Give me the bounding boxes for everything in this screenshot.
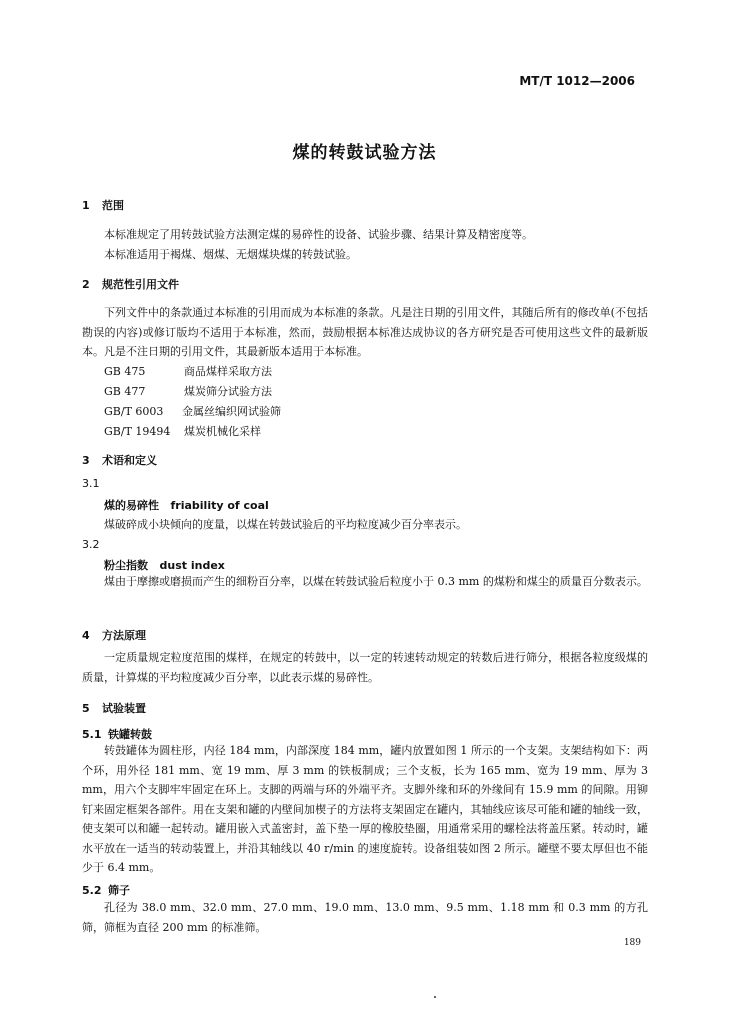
reference-name: 煤炭筛分试验方法 (184, 385, 272, 398)
term-title (104, 497, 269, 513)
subsection-number: 5.1 (82, 728, 102, 741)
term-chinese: 粉尘指数 (104, 559, 148, 572)
subsection-5-1-paragraph: 转鼓罐体为圆柱形，内径 184 mm，内部深度 184 mm，罐内放置如图 1 所示的一个支架。支架结构如下：两个环，用外径 181 mm、宽 19 mm、厚 3 mm 的铁板制成；三个支板，长为 165 mm、宽为 19 mm、厚为 3 mm，用六个支脚牢牢固定在环上。支脚的两端与环的外端平齐。支脚外缘和环的外缘间有 15.9 mm 的间隙。用铆钉来固定框架各部件。用在支架和罐的内壁间加楔子的方法将支架固定在罐内，其轴线应该尽可能和罐的轴线一致，使支架可以和罐一起转动。罐用嵌入式盖密封，盖下垫一厚的橡胶垫圈，用通常采用的螺栓法将盖压紧。转动时，罐水平放在一适当的转动装置上，并沿其轴线以 40 r/min 的速度旋转。设备组装如图 2 所示。罐壁不要太厚但也不能少于 6.4 mm。 (82, 744, 648, 874)
section-3-heading (82, 452, 157, 468)
section-number: 1 (82, 199, 90, 212)
term-definition: 煤由于摩擦或磨损而产生的细粉百分率，以煤在转鼓试验后粒度小于 0.3 mm 的煤粉和煤尘的质量百分数表示。 (104, 575, 648, 588)
section-title: 试验装置 (102, 702, 146, 715)
reference-item (104, 423, 261, 439)
section-2-paragraph: 下列文件中的条款通过本标准的引用而成为本标准的条款。凡是注日期的引用文件，其随后所有的修改单(不包括勘误的内容)或修订版均不适用于本标准，然而，鼓励根据本标准达成协议的各方研究是否可使用这些文件的最新版本。凡是不注日期的引用文件，其最新版本适用于本标准。 (82, 306, 648, 358)
reference-name: 煤炭机械化采样 (184, 425, 261, 438)
scan-speck (434, 996, 436, 998)
page-title: 煤的转鼓试验方法 (292, 143, 437, 163)
term-definition: 煤破碎成小块倾向的度量，以煤在转鼓试验后的平均粒度减少百分率表示。 (104, 518, 467, 531)
page-number: 189 (623, 938, 641, 948)
reference-code: GB 475 (104, 365, 146, 378)
section-title: 术语和定义 (102, 454, 157, 467)
reference-item (104, 383, 272, 399)
section-1-paragraph-2: 本标准适用于褐煤、烟煤、无烟煤块煤的转鼓试验。 (104, 248, 357, 261)
section-4-paragraph: 一定质量规定粒度范围的煤样，在规定的转鼓中，以一定的转速转动规定的转数后进行筛分，根据各粒度级煤的质量，计算煤的平均粒度减少百分率，以此表示煤的易碎性。 (82, 651, 648, 684)
section-title: 规范性引用文件 (102, 278, 179, 291)
reference-code: GB/T 6003 (104, 405, 164, 418)
reference-name: 商品煤样采取方法 (184, 365, 272, 378)
section-number: 2 (82, 278, 90, 291)
reference-code: GB/T 19494 (104, 425, 171, 438)
subsection-5-2-paragraph: 孔径为 38.0 mm、32.0 mm、27.0 mm、19.0 mm、13.0 mm、9.5 mm、1.18 mm 和 0.3 mm 的方孔筛，筛框为直径 200 mm 的标准筛。 (82, 901, 648, 934)
section-number: 4 (82, 629, 90, 642)
subsection-5-1-heading (82, 726, 152, 742)
subsection-number: 5.2 (82, 884, 102, 897)
section-2-heading (82, 276, 179, 292)
section-title: 方法原理 (102, 629, 146, 642)
section-number: 5 (82, 702, 90, 715)
term-title (104, 557, 225, 573)
subsection-title: 筛子 (108, 884, 130, 897)
section-1-heading (82, 197, 124, 213)
standard-number: MT/T 1012—2006 (519, 74, 635, 88)
section-4-heading (82, 627, 146, 643)
section-title: 范围 (102, 199, 124, 212)
term-english: friability of coal (170, 499, 269, 512)
section-1-paragraph-1: 本标准规定了用转鼓试验方法测定煤的易碎性的设备、试验步骤、结果计算及精密度等。 (104, 228, 533, 241)
reference-item (104, 363, 272, 379)
term-chinese: 煤的易碎性 (104, 499, 159, 512)
subsection-title: 铁罐转鼓 (108, 728, 152, 741)
section-5-heading (82, 700, 146, 716)
term-english: dust index (159, 559, 225, 572)
term-number: 3.1 (82, 477, 100, 490)
reference-name: 金属丝编织网试验筛 (182, 405, 281, 418)
section-number: 3 (82, 454, 90, 467)
subsection-5-2-heading (82, 882, 130, 898)
term-number: 3.2 (82, 538, 100, 551)
reference-code: GB 477 (104, 385, 146, 398)
reference-item (104, 403, 281, 419)
